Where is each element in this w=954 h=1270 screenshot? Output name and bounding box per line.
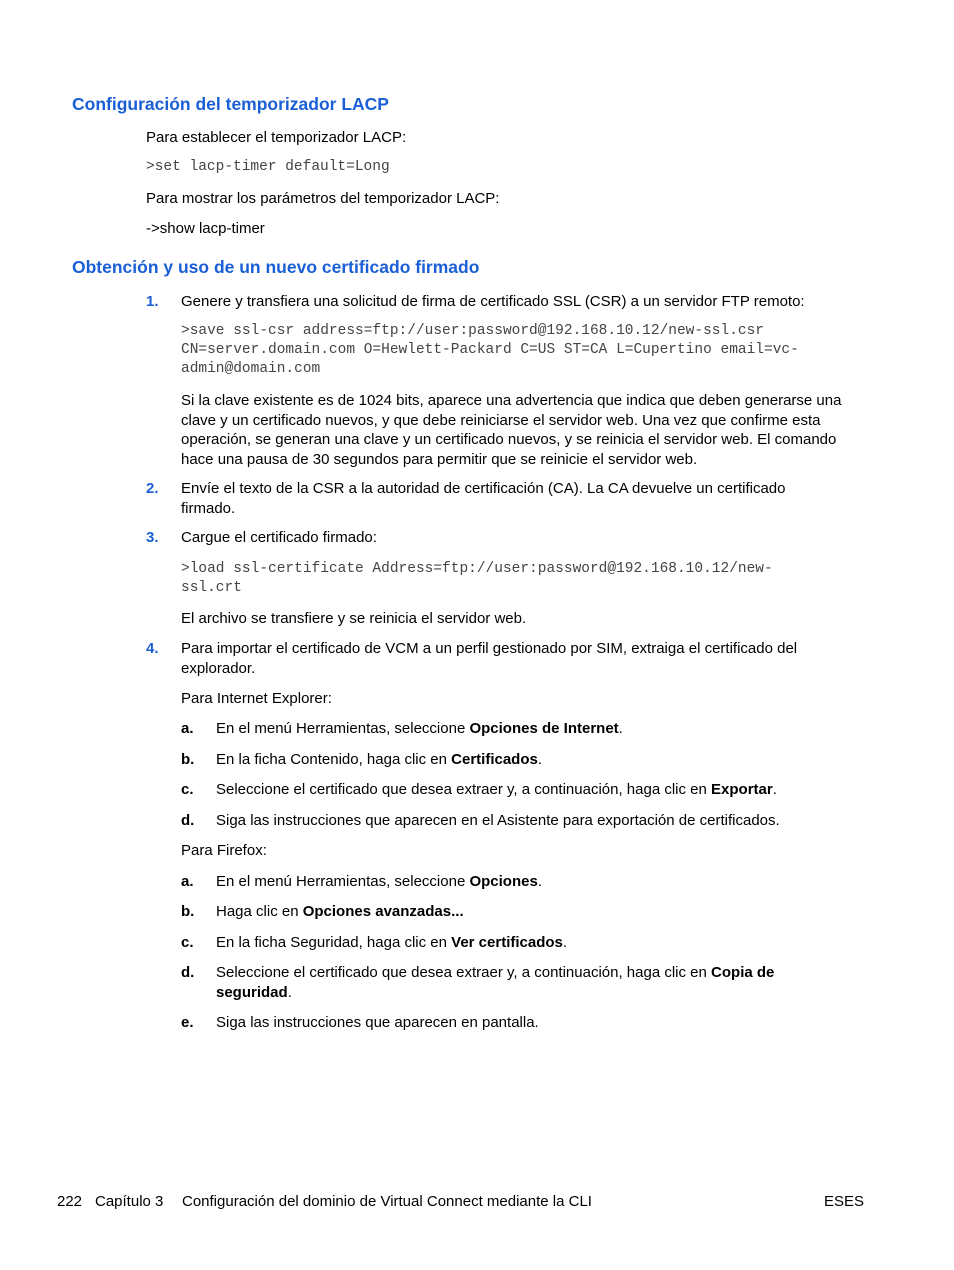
step-text: Genere y transfiera una solicitud de firma de certificado SSL (CSR) a un servidor FTP remoto: [181,293,805,310]
footer-locale: ESES [824,1193,865,1210]
step-text: Envíe el texto de la CSR a la autoridad de certificación (CA). La CA devuelve un certificado firmado. [181,480,786,517]
substep-letter: e. [181,1014,194,1031]
paragraph: Para mostrar los parámetros del temporizador LACP: [146,190,500,207]
code-line: >save ssl-csr address=ftp://user:password@192.168.10.12/new-ssl.csr [181,323,764,339]
step-number: 4. [146,640,159,657]
substep-text: Siga las instrucciones que aparecen en el Asistente para exportación de certificados. [216,812,780,829]
browser-label-firefox: Para Firefox: [181,842,267,859]
substep-text: En el menú Herramientas, seleccione Opciones. [216,873,542,890]
step-note: El archivo se transfiere y se reinicia el servidor web. [181,610,527,627]
substep-text: Seleccione el certificado que desea extraer y, a continuación, haga clic en Exportar. [216,781,777,798]
substep-letter: c. [181,934,194,951]
step-number: 1. [146,293,159,310]
page-number: 222 [57,1193,83,1210]
step-text: Cargue el certificado firmado: [181,529,377,546]
substep-letter: a. [181,873,194,890]
code-line: ssl.crt [181,580,242,596]
code-line: >set lacp-timer default=Long [146,159,390,175]
paragraph: ->show lacp-timer [146,220,265,237]
paragraph: Para establecer el temporizador LACP: [146,129,407,146]
substep-letter: b. [181,751,195,768]
code-line: admin@domain.com [181,361,321,377]
substep-text: Seleccione el certificado que desea extraer y, a continuación, haga clic en Copia de seguridad. [216,964,775,1001]
substep-letter: c. [181,781,194,798]
substep-text: Siga las instrucciones que aparecen en pantalla. [216,1014,539,1031]
step-number: 2. [146,480,159,497]
substep-text: En el menú Herramientas, seleccione Opciones de Internet. [216,720,623,737]
section-heading-certificate: Obtención y uso de un nuevo certificado firmado [72,257,480,277]
substep-text: En la ficha Seguridad, haga clic en Ver certificados. [216,934,568,951]
code-line: CN=server.domain.com O=Hewlett-Packard C=US ST=CA L=Cupertino email=vc- [181,342,799,358]
substep-letter: d. [181,812,195,829]
substep-letter: a. [181,720,194,737]
browser-label-ie: Para Internet Explorer: [181,690,332,707]
footer-chapter-title: Configuración del dominio de Virtual Connect mediante la CLI [182,1193,592,1210]
substep-letter: b. [181,903,195,920]
section-heading-lacp: Configuración del temporizador LACP [72,94,389,114]
step-number: 3. [146,529,159,546]
footer-chapter: Capítulo 3 [95,1193,164,1210]
substep-text: En la ficha Contenido, haga clic en Certificados. [216,751,543,768]
step-text: Para importar el certificado de VCM a un perfil gestionado por SIM, extraiga el certificado del explorador. [181,640,798,677]
code-line: >load ssl-certificate Address=ftp://user:password@192.168.10.12/new- [181,561,773,577]
substep-letter: d. [181,964,195,981]
step-note: Si la clave existente es de 1024 bits, aparece una advertencia que indica que deben generarse una clave y un certificado nuevos, y que debe reiniciarse el servidor web. Una vez que confirme esta operación, se generan una clave y un certificado nuevos, y se reinicia el servidor web. El comando hace una pausa de 30 segundos para permitir que se reinicie el servidor web. [181,392,842,468]
substep-text: Haga clic en Opciones avanzadas... [216,903,464,920]
